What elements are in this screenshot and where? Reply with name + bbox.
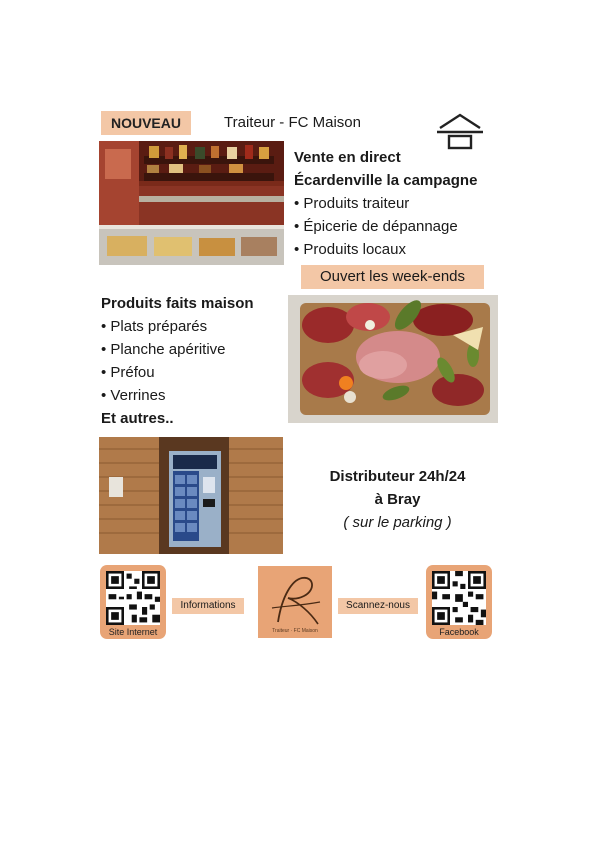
vente-item: • Produits traiteur (294, 195, 410, 212)
distributeur-line1: Distributeur 24h/24 (329, 468, 466, 485)
produits-item: • Planche apéritive (101, 341, 226, 358)
produits-item: • Plats préparés (101, 318, 208, 335)
distributor-photo (99, 437, 283, 554)
informations-label: Informations (172, 598, 244, 614)
brand-logo (258, 566, 332, 638)
nouveau-badge: NOUVEAU (101, 111, 191, 135)
produits-footer: Et autres.. (101, 410, 174, 427)
produits-item: • Verrines (101, 387, 166, 404)
distributeur-block (290, 465, 505, 534)
scannez-label: Scannez-nous (338, 598, 418, 614)
shop-photo (99, 141, 284, 265)
house-logo-icon (437, 112, 483, 150)
distributeur-line3: ( sur le parking ) (343, 514, 452, 531)
charcuterie-board-photo (288, 295, 498, 423)
ouvert-banner: Ouvert les week-ends (301, 265, 484, 289)
qr-code-icon (106, 571, 160, 625)
vente-item: • Produits locaux (294, 241, 406, 258)
qr-code-icon (432, 571, 486, 625)
qr-code-website[interactable] (100, 565, 166, 639)
produits-block (101, 292, 281, 430)
qr-code-facebook[interactable] (426, 565, 492, 639)
produits-item: • Préfou (101, 364, 155, 381)
logo-caption: Traiteur · FC Maison (272, 628, 318, 634)
qr-right-label: Facebook (439, 627, 479, 637)
produits-heading: Produits faits maison (101, 295, 254, 312)
vente-line1: Vente en direct (294, 149, 401, 166)
page-title: Traiteur - FC Maison (224, 114, 361, 131)
vente-item: • Épicerie de dépannage (294, 218, 458, 235)
distributeur-line2: à Bray (374, 491, 421, 508)
vente-block (294, 146, 524, 261)
vente-line2: Écardenville la campagne (294, 172, 478, 189)
qr-left-label: Site Internet (108, 627, 158, 637)
